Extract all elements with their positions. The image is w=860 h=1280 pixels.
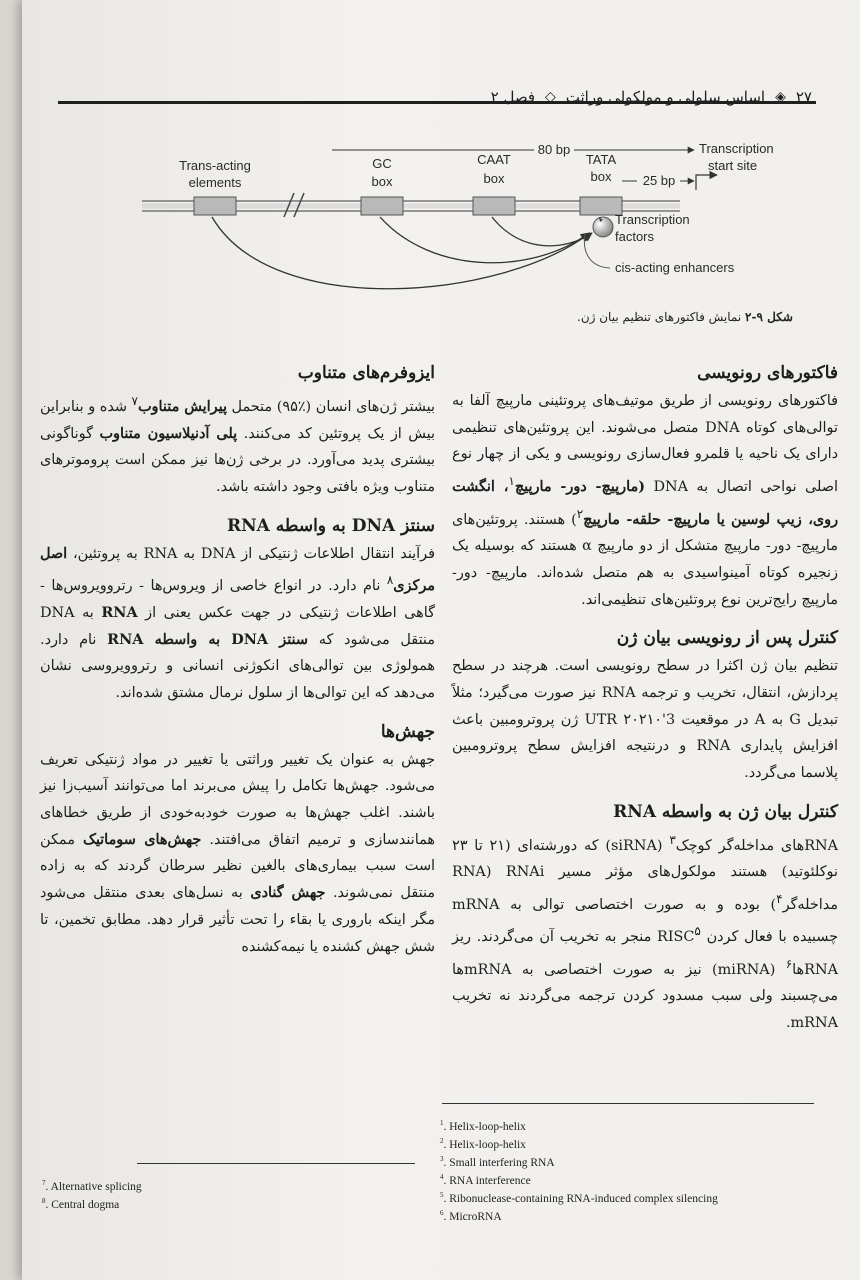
transcription-factor-ball xyxy=(593,217,613,237)
footnote-item: $^8$. Central dogma xyxy=(42,1197,120,1211)
diamond-outline-icon: ◇ xyxy=(545,89,556,105)
text-run: ممکن است سبب بیماری‌های بالغین نظیر سرطان گردند که به زاده منتقل نمی‌شوند. xyxy=(40,831,436,902)
bold-run: جهش‌های سوماتیک xyxy=(82,830,202,848)
tss-arrow xyxy=(696,175,717,190)
heading-transcription-factors: فاکتورهای رونویسی xyxy=(697,363,838,383)
caat-label: CAAT xyxy=(477,152,511,167)
footnote-text: Small interfering RNA xyxy=(449,1156,555,1169)
text-run: نام دارد. همولوژی بین توالی‌های انکوژنی انسانی و رتروویروسی نشان می‌دهد که این توالی‌ها از سلول نرمال مشتق شده‌اند. xyxy=(40,631,435,701)
caption-label: شکل ۹-۲ xyxy=(745,310,793,324)
footnote-ref: ۸ xyxy=(386,573,394,588)
bold-run: پلی آدنیلاسیون متناوب xyxy=(99,424,238,442)
bold-run: پیرایش متناوب xyxy=(138,397,227,415)
tata-label: TATA xyxy=(585,152,617,167)
chapter-label: فصل ۲ xyxy=(490,88,535,106)
right-column xyxy=(452,358,838,1037)
paragraph-rna-control xyxy=(452,827,838,1037)
footnote-ref: ۵ xyxy=(694,924,701,939)
text-run: فاکتورهای رونویسی از طریق موتیف‌های پروتئینی مارپیچ آلفا به توالی‌های کوتاه DNA متصل می‌شوند. این پروتئین‌های تنظیمی دارای یک ناحیه یا قلمرو فعال‌سازی رونویسی و یکی از چهار نوع اصلی نواحی اتصال به DNA xyxy=(452,393,838,495)
gc-label-2: box xyxy=(371,174,393,189)
paragraph-mutations xyxy=(40,747,435,961)
paragraph-rna-dna-synthesis xyxy=(40,541,435,707)
footnote-text: Central dogma xyxy=(51,1198,120,1211)
trans-acting-label: Trans-acting xyxy=(179,158,251,173)
bold-run: اصل مرکزی xyxy=(40,544,435,595)
footnote-number: 4 xyxy=(440,1173,444,1182)
footnote-ref: ۷ xyxy=(131,394,138,408)
bold-run: ، انگشت روی، زیپ لوسین xyxy=(452,477,839,528)
footnote-ref: ۲ xyxy=(576,506,584,521)
bp80-label: 80 bp xyxy=(537,142,571,157)
trans-acting-box xyxy=(194,197,236,215)
cis-pointer xyxy=(584,233,610,268)
footnote-number: 5 xyxy=(440,1191,444,1200)
header-rule xyxy=(58,101,816,104)
footnote-text: Helix-loop-helix xyxy=(449,1138,526,1151)
caption-text: نمایش فاکتورهای تنظیم بیان ژن. xyxy=(577,310,742,324)
footnote-ref: ۶ xyxy=(785,956,793,971)
heading-rna-dna-synthesis: سنتز DNA به واسطه RNA xyxy=(227,515,435,536)
footnote-number: 7 xyxy=(42,1179,46,1187)
footnote-item: $^3$. Small interfering RNA xyxy=(440,1155,555,1169)
book-page xyxy=(22,0,860,1280)
left-column xyxy=(40,358,435,960)
gc-arrow xyxy=(380,217,589,263)
tf-label: Transcription xyxy=(615,212,690,227)
footnote-item: $^5$. Ribonuclease-containing RNA-induced complex silencing xyxy=(440,1191,718,1205)
text-run: RNAهای مداخله‌گر کوچک xyxy=(675,837,839,854)
footnote-number: 8 xyxy=(42,1197,46,1206)
footnote-number: 6 xyxy=(440,1209,444,1218)
heading-isoforms: ایزوفرم‌های متناوب xyxy=(297,363,435,383)
header-title: اساس سلولی و مولکولی وراثت xyxy=(565,88,766,106)
footnote-item: $^7$. Alternative splicing xyxy=(42,1179,142,1193)
paragraph-transcription-factors xyxy=(452,388,838,613)
caat-arrow xyxy=(492,217,592,246)
tss-label: Transcription xyxy=(699,141,774,156)
text-run: ) بوده و به صورت اختصاصی توالی به mRNA چسبیده با فعال کردن RISC xyxy=(452,896,838,946)
text-run: به نسل‌های بعدی منتقل می‌شود مگر اینکه باروری یا بقاء را تحت تأثیر قرار دهد. مطابق تخمین، تا شش جهش کشنده یا نیمه‌کشنده xyxy=(40,885,435,955)
text-run: (siRNA) که دورشته‌ای (۲۱ تا ۲۳ نوکلئوتید) هستند مولکول‌های مؤثر مسیر RNAi (RNA مداخله‌گر xyxy=(452,837,838,913)
text-run: جهش به عنوان یک تغییر وراثتی یا تغییر در مواد ژنتیکی تعریف می‌شود. جهش‌ها تکامل را پیش می‌برند اما می‌توانند آسیب‌زا نیز باشند. اغلب جهش‌ها به صورت خودبه‌خودی از طریق خطاهای همانندسازی و ترمیم اتفاق می‌افتند. xyxy=(40,751,435,848)
footnote-number: 3 xyxy=(440,1155,444,1164)
caat-label-2: box xyxy=(483,171,505,186)
figure-caption xyxy=(577,310,793,324)
page-number: ۲۷ xyxy=(795,88,812,106)
text-run: به DNA منتقل می‌شود که xyxy=(40,604,435,648)
caat-box xyxy=(473,197,515,215)
footnote-text: RNA interference xyxy=(449,1174,531,1187)
text-run: نام دارد. در انواع خاصی از ویروس‌ها - رتروویروس‌ها - گاهی اطلاعات ژنتیکی در جهت عکس یعنی از xyxy=(40,578,435,621)
footnote-number: 1 xyxy=(440,1119,444,1127)
footnote-number: 2 xyxy=(440,1137,444,1146)
bold-run: یا مارپیچ- حلقه- مارپیچ xyxy=(583,510,725,528)
tss-label-2: start site xyxy=(708,158,758,173)
text-run: ) هستند. پروتئین‌های مارپیچ- دور- مارپیچ متشکل از دو مارپیچ α هستند که بوسیله یک زنجیره کوتاه آمینواسیدی به هم متصل شده‌اند. مارپیچ- دور- مارپیچ رایج‌ترین نوع پروتئین‌های تنظیمی‌اند. xyxy=(452,511,838,608)
heading-mutations: جهش‌ها xyxy=(380,721,435,742)
footnotes-left xyxy=(42,1176,342,1212)
text-run: (miRNA) نیز به صورت اختصاصی به mRNAها می‌چسبند ولی سبب مسدود کردن ترجمه می‌گردند نه تخریب mRNA. xyxy=(452,961,838,1032)
footnote-item: $^6$. MicroRNA xyxy=(440,1209,502,1223)
text-run: بیشتر ژن‌های انسان (٪۹۵) متحمل xyxy=(226,398,435,415)
bold-run: سنتز DNA به واسطه RNA xyxy=(107,630,308,648)
diamond-filled-icon: ◈ xyxy=(775,89,786,105)
tata-label-2: box xyxy=(590,169,612,184)
footnote-rule-right xyxy=(442,1103,814,1104)
footnote-ref: ۳ xyxy=(669,832,676,847)
tf-label-2: factors xyxy=(615,229,655,244)
heading-rna-control: کنترل بیان ژن به واسطه RNA xyxy=(613,801,838,822)
paragraph-post-transcription: تنظیم بیان ژن اکثرا در سطح رونویسی است. هرچند در سطح پردازش، انتقال، تخریب و ترجمه RNA نیز صورت می‌گیرد؛ مثلاً تبدیل G به A در موقعیت 3'UTR ۲۰۲۱۰ ژن پروترومبین باعث افزایش پایداری RNA و درنتیجه افزایش سطح پروترومبین پلاسما می‌گردد. xyxy=(452,658,838,782)
footnote-text: MicroRNA xyxy=(449,1210,502,1223)
footnote-text: Ribonuclease-containing RNA-induced complex silencing xyxy=(449,1192,718,1205)
bp25-label: 25 bp xyxy=(642,173,676,188)
paragraph-isoforms xyxy=(40,388,435,501)
trans-acting-arrow xyxy=(212,217,590,289)
text-run: گوناگونی بیشتری پدید می‌آورد. در برخی ژن‌ها نیز ممکن است پروموترهای متناوب ویژه بافتی وجود داشته باشد. xyxy=(40,425,435,495)
running-header xyxy=(62,84,812,110)
footnote-item: $^2$. Helix-loop-helix xyxy=(440,1137,526,1151)
trans-acting-label-2: elements xyxy=(188,175,242,190)
footnote-text: Helix-loop-helix xyxy=(449,1120,526,1133)
footnote-ref: ۴ xyxy=(776,891,783,906)
bold-run: جهش گنادی xyxy=(250,884,326,902)
footnote-item: $^1$. Helix-loop-helix xyxy=(440,1119,526,1133)
text-run: شده و بنابراین بیش از یک پروتئین کد می‌کنند. xyxy=(40,398,435,442)
heading-post-transcription: کنترل پس از رونویسی بیان ژن xyxy=(616,628,838,649)
footnote-ref: ۱ xyxy=(508,474,515,489)
footnote-text: Alternative splicing xyxy=(50,1180,142,1193)
bold-run: RNA xyxy=(101,603,138,621)
gene-regulation-diagram xyxy=(62,135,822,305)
footnotes-right xyxy=(440,1116,820,1224)
cis-label: cis-acting enhancers xyxy=(615,260,735,275)
gc-box xyxy=(361,197,403,215)
text-run: منجر به تخریب آن می‌گردند. ریز RNAها xyxy=(452,929,838,978)
footnote-rule-left xyxy=(137,1163,415,1164)
gc-label: GC xyxy=(372,156,392,171)
text-run: فرآیند انتقال اطلاعات ژنتیکی از DNA به RNA به پروتئین، xyxy=(67,545,435,562)
bold-run: (مارپیچ- دور- مارپیچ xyxy=(514,477,646,495)
footnote-item: $^4$. RNA interference xyxy=(440,1173,531,1187)
